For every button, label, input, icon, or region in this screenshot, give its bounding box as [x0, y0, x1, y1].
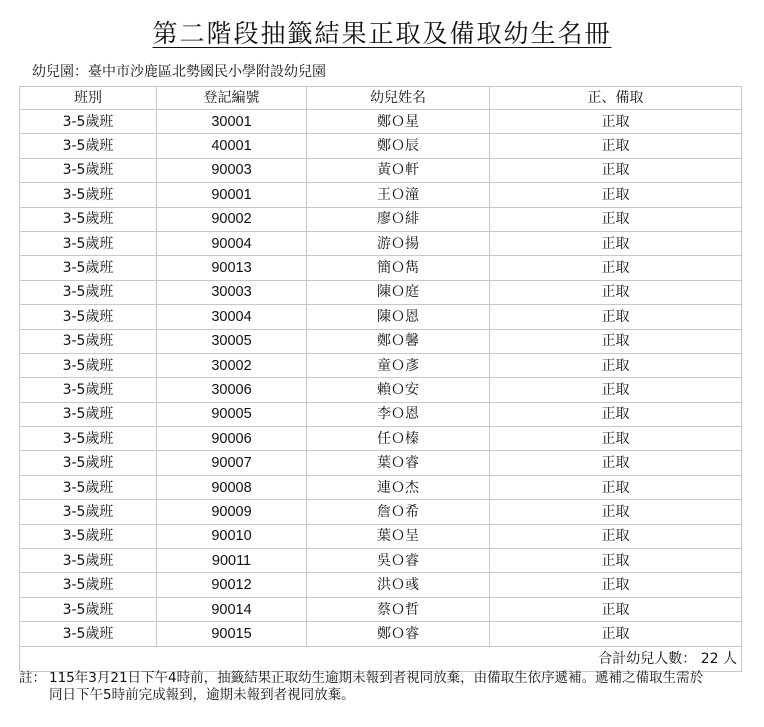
cell-class: 3-5歲班	[20, 402, 157, 426]
cell-class: 3-5歲班	[20, 183, 157, 207]
cell-name: 李Ｏ恩	[307, 402, 490, 426]
roster-table	[19, 86, 742, 672]
cell-name: 葉Ｏ呈	[307, 524, 490, 548]
cell-status: 正取	[490, 549, 742, 573]
cell-class: 3-5歲班	[20, 451, 157, 475]
footnote-line-2: 同日下午5時前完成報到，逾期未報到者視同放棄。	[49, 687, 355, 703]
cell-class: 3-5歲班	[20, 329, 157, 353]
cell-name: 任Ｏ榛	[307, 427, 490, 451]
table-row	[20, 207, 742, 231]
cell-status: 正取	[490, 305, 742, 329]
cell-status: 正取	[490, 573, 742, 597]
cell-status: 正取	[490, 134, 742, 158]
cell-id: 90013	[157, 256, 307, 280]
table-row	[20, 549, 742, 573]
cell-name: 廖Ｏ緋	[307, 207, 490, 231]
cell-class: 3-5歲班	[20, 207, 157, 231]
cell-name: 游Ｏ揚	[307, 231, 490, 255]
cell-id: 90001	[157, 183, 307, 207]
cell-class: 3-5歲班	[20, 524, 157, 548]
table-row	[20, 183, 742, 207]
cell-class: 3-5歲班	[20, 427, 157, 451]
cell-class: 3-5歲班	[20, 378, 157, 402]
cell-status: 正取	[490, 427, 742, 451]
cell-class: 3-5歲班	[20, 110, 157, 134]
cell-name: 葉Ｏ睿	[307, 451, 490, 475]
cell-name: 王Ｏ潼	[307, 183, 490, 207]
document-title-wrap	[0, 14, 764, 50]
table-row	[20, 427, 742, 451]
total-row	[20, 646, 742, 671]
cell-name: 賴Ｏ安	[307, 378, 490, 402]
table-row	[20, 378, 742, 402]
cell-status: 正取	[490, 524, 742, 548]
cell-id: 90012	[157, 573, 307, 597]
cell-status: 正取	[490, 329, 742, 353]
cell-status: 正取	[490, 207, 742, 231]
cell-id: 90005	[157, 402, 307, 426]
cell-status: 正取	[490, 158, 742, 182]
cell-class: 3-5歲班	[20, 134, 157, 158]
header-id: 登記編號	[157, 87, 307, 110]
cell-name: 洪Ｏ彧	[307, 573, 490, 597]
cell-status: 正取	[490, 231, 742, 255]
table-row	[20, 231, 742, 255]
cell-class: 3-5歲班	[20, 280, 157, 304]
cell-status: 正取	[490, 622, 742, 646]
footnote-prefix: 註：	[19, 670, 46, 686]
table-row	[20, 158, 742, 182]
table-row	[20, 622, 742, 646]
cell-class: 3-5歲班	[20, 353, 157, 377]
cell-status: 正取	[490, 280, 742, 304]
cell-id: 90004	[157, 231, 307, 255]
cell-class: 3-5歲班	[20, 305, 157, 329]
cell-id: 90014	[157, 597, 307, 621]
cell-class: 3-5歲班	[20, 500, 157, 524]
cell-status: 正取	[490, 183, 742, 207]
table-row	[20, 353, 742, 377]
cell-status: 正取	[490, 451, 742, 475]
cell-id: 90006	[157, 427, 307, 451]
cell-status: 正取	[490, 402, 742, 426]
table-row	[20, 280, 742, 304]
cell-id: 30006	[157, 378, 307, 402]
document-title: 第二階段抽籤結果正取及備取幼生名冊	[152, 19, 612, 48]
cell-name: 吳Ｏ睿	[307, 549, 490, 573]
cell-status: 正取	[490, 475, 742, 499]
footnote	[19, 670, 749, 704]
cell-class: 3-5歲班	[20, 475, 157, 499]
table-row	[20, 451, 742, 475]
cell-status: 正取	[490, 378, 742, 402]
table-row	[20, 134, 742, 158]
cell-name: 鄭Ｏ睿	[307, 622, 490, 646]
table-row	[20, 500, 742, 524]
cell-status: 正取	[490, 353, 742, 377]
table-header-row	[20, 87, 742, 110]
cell-class: 3-5歲班	[20, 622, 157, 646]
cell-name: 連Ｏ杰	[307, 475, 490, 499]
table-row	[20, 475, 742, 499]
cell-id: 90002	[157, 207, 307, 231]
table-row	[20, 329, 742, 353]
cell-status: 正取	[490, 500, 742, 524]
cell-class: 3-5歲班	[20, 597, 157, 621]
cell-name: 陳Ｏ恩	[307, 305, 490, 329]
header-name: 幼兒姓名	[307, 87, 490, 110]
cell-id: 30003	[157, 280, 307, 304]
cell-name: 童Ｏ彥	[307, 353, 490, 377]
cell-class: 3-5歲班	[20, 231, 157, 255]
cell-class: 3-5歲班	[20, 549, 157, 573]
cell-name: 鄭Ｏ星	[307, 110, 490, 134]
table-row	[20, 402, 742, 426]
cell-id: 90003	[157, 158, 307, 182]
footnote-line-1: 115年3月21日下午4時前，抽籤結果正取幼生逾期未報到者視同放棄，由備取生依序遞補。遞補之備取生需於	[49, 670, 704, 686]
cell-name: 鄭Ｏ辰	[307, 134, 490, 158]
header-class: 班別	[20, 87, 157, 110]
cell-class: 3-5歲班	[20, 256, 157, 280]
cell-class: 3-5歲班	[20, 158, 157, 182]
cell-status: 正取	[490, 597, 742, 621]
total-count: 合計幼兒人數： 22 人	[20, 646, 742, 671]
table-row	[20, 256, 742, 280]
table-row	[20, 305, 742, 329]
cell-id: 90008	[157, 475, 307, 499]
cell-id: 40001	[157, 134, 307, 158]
cell-name: 詹Ｏ希	[307, 500, 490, 524]
cell-class: 3-5歲班	[20, 573, 157, 597]
cell-name: 簡Ｏ雋	[307, 256, 490, 280]
table-row	[20, 597, 742, 621]
cell-id: 30005	[157, 329, 307, 353]
school-name: 幼兒園：臺中市沙鹿區北勢國民小學附設幼兒園	[32, 64, 326, 80]
cell-id: 90007	[157, 451, 307, 475]
cell-status: 正取	[490, 256, 742, 280]
cell-id: 30001	[157, 110, 307, 134]
cell-id: 90011	[157, 549, 307, 573]
cell-id: 90009	[157, 500, 307, 524]
cell-name: 陳Ｏ庭	[307, 280, 490, 304]
cell-name: 黃Ｏ軒	[307, 158, 490, 182]
cell-status: 正取	[490, 110, 742, 134]
cell-id: 30004	[157, 305, 307, 329]
cell-id: 90010	[157, 524, 307, 548]
table-row	[20, 524, 742, 548]
cell-name: 鄭Ｏ馨	[307, 329, 490, 353]
cell-name: 蔡Ｏ哲	[307, 597, 490, 621]
table-row	[20, 573, 742, 597]
table-row	[20, 110, 742, 134]
cell-id: 90015	[157, 622, 307, 646]
header-status: 正、備取	[490, 87, 742, 110]
cell-id: 30002	[157, 353, 307, 377]
